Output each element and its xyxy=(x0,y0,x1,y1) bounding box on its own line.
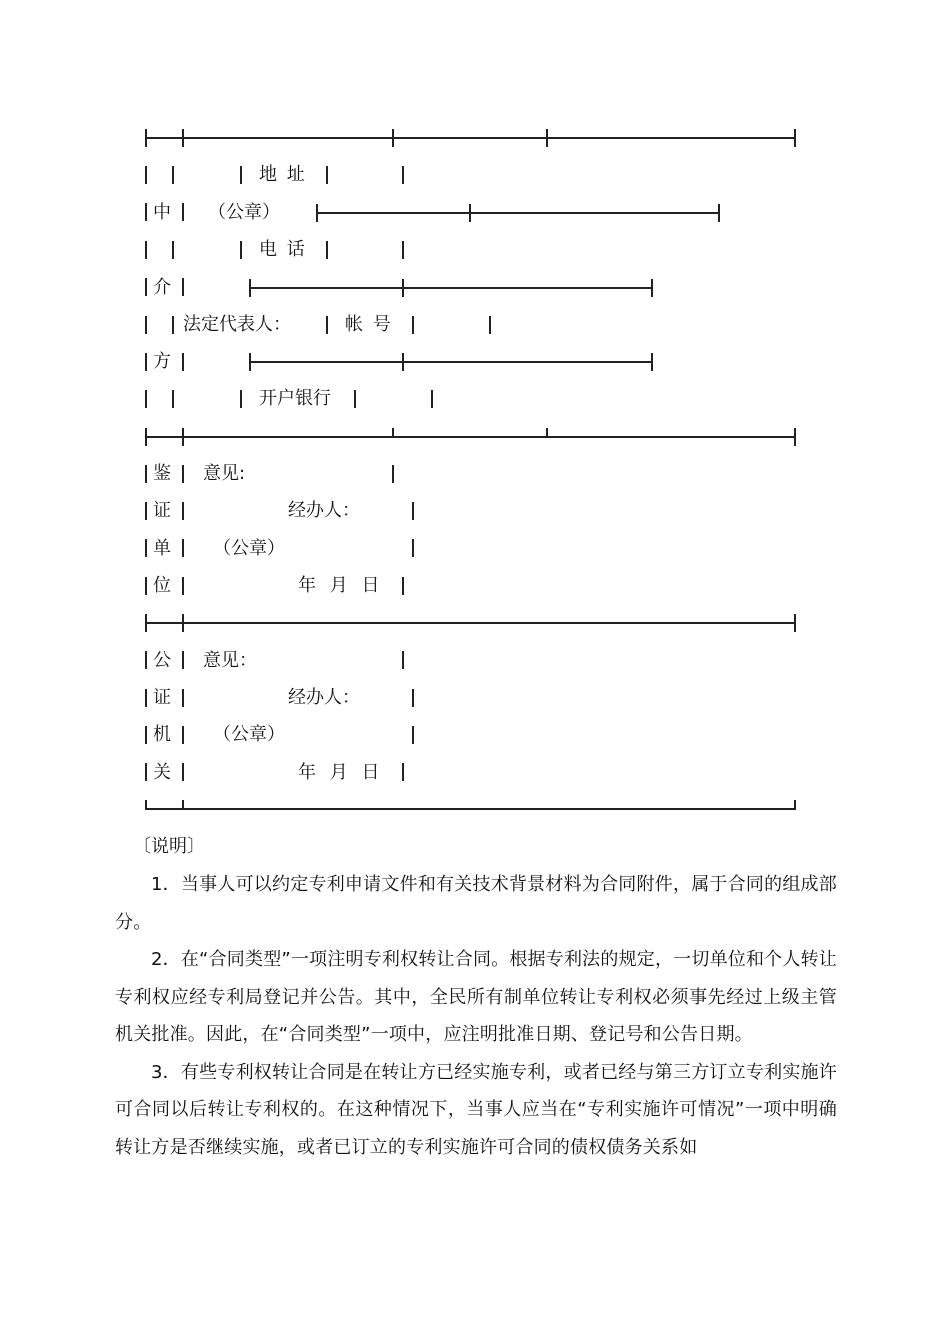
notary-side-char-3: 机 xyxy=(153,724,171,745)
bar xyxy=(392,465,394,483)
bar xyxy=(145,278,147,296)
notary-side-char-4: 关 xyxy=(153,762,171,783)
tick xyxy=(145,614,147,632)
section-divider-verification xyxy=(145,436,795,438)
bar xyxy=(145,502,147,520)
bar xyxy=(182,278,184,296)
phone-label: 电 话 xyxy=(259,239,307,260)
tick xyxy=(392,428,394,438)
notary-side-char-2: 证 xyxy=(153,687,171,708)
bar xyxy=(182,651,184,669)
bar xyxy=(172,166,174,184)
note-item-1: 1．当事人可以约定专利申请文件和有关技术背景材料为合同附件，属于合同的组成部分。 xyxy=(115,874,837,933)
bar xyxy=(240,241,242,259)
bank-label: 开户银行 xyxy=(259,388,331,409)
bar xyxy=(145,316,147,334)
tick xyxy=(794,614,796,632)
tick xyxy=(546,129,548,147)
bar xyxy=(145,390,147,408)
bar xyxy=(402,241,404,259)
bar xyxy=(182,502,184,520)
bar xyxy=(431,390,433,408)
note-item-2: 2．在“合同类型”一项注明专利权转让合同。根据专利法的规定，一切单位和个人转让专利权应经专利局登记并公告。其中，全民所有制单位转让专利权必须事先经过上级主管机关批准。因此，在“合同类型”一项中，应注明批准日期、登记号和公告日期。 xyxy=(115,949,837,1045)
bar xyxy=(145,465,147,483)
table-top-border xyxy=(145,137,795,139)
verification-side-char-1: 鉴 xyxy=(153,463,171,484)
tick xyxy=(182,614,184,632)
bar xyxy=(412,726,414,744)
tick xyxy=(182,800,184,810)
section-divider-notary xyxy=(145,622,795,624)
verification-side-char-4: 位 xyxy=(153,575,171,596)
legal-representative-label: 法定代表人： xyxy=(183,314,291,335)
tick xyxy=(402,353,404,371)
intermediary-side-char-1: 中 xyxy=(153,202,171,223)
intermediary-stamp: （公章） xyxy=(208,202,280,223)
notes-heading: 〔说明〕 xyxy=(133,836,205,857)
bar xyxy=(182,763,184,781)
tick xyxy=(651,279,653,297)
tick xyxy=(794,800,796,810)
bar xyxy=(412,689,414,707)
table-bottom-border xyxy=(145,808,795,810)
bar xyxy=(354,390,356,408)
bar xyxy=(412,539,414,557)
bar xyxy=(172,390,174,408)
bar xyxy=(182,465,184,483)
bar xyxy=(145,203,147,221)
bar xyxy=(402,166,404,184)
bar xyxy=(182,577,184,595)
tick xyxy=(546,428,548,438)
bar xyxy=(402,577,404,595)
bar xyxy=(145,689,147,707)
intermediary-account-divider xyxy=(249,361,652,363)
verification-handler-label: 经办人： xyxy=(288,500,360,521)
bar xyxy=(402,763,404,781)
notary-side-char-1: 公 xyxy=(153,650,171,671)
notary-stamp: （公章） xyxy=(213,724,285,745)
account-label: 帐 号 xyxy=(345,314,393,335)
verification-opinion-label: 意见: xyxy=(203,463,246,484)
tick xyxy=(145,129,147,147)
verification-side-char-2: 证 xyxy=(153,500,171,521)
tick xyxy=(182,428,184,446)
tick xyxy=(651,353,653,371)
address-label: 地 址 xyxy=(259,164,307,185)
notary-opinion-label: 意见： xyxy=(203,650,257,671)
intermediary-side-char-2: 介 xyxy=(153,277,171,298)
bar xyxy=(326,316,328,334)
tick xyxy=(145,428,147,446)
bar xyxy=(172,316,174,334)
notes-list xyxy=(115,866,837,1166)
bar xyxy=(412,316,414,334)
bar xyxy=(182,203,184,221)
bar xyxy=(182,353,184,371)
tick xyxy=(794,129,796,147)
tick xyxy=(402,279,404,297)
tick xyxy=(182,129,184,147)
tick xyxy=(718,204,720,222)
note-item-3: 3．有些专利权转让合同是在转让方已经实施专利，或者已经与第三方订立专利实施许可合同以后转让专利权的。在这种情况下，当事人应当在“专利实施许可情况”一项中明确转让方是否继续实施，或者已订立的专利实施许可合同的债权债务关系如 xyxy=(115,1061,837,1158)
bar xyxy=(412,502,414,520)
bar xyxy=(326,166,328,184)
intermediary-side-char-3: 方 xyxy=(153,351,171,372)
bar xyxy=(145,241,147,259)
tick xyxy=(145,800,147,810)
verification-date: 年 月 日 xyxy=(298,575,384,596)
bar xyxy=(172,241,174,259)
verification-stamp: （公章） xyxy=(213,538,285,559)
bar xyxy=(326,241,328,259)
bar xyxy=(145,651,147,669)
tick xyxy=(469,204,471,222)
tick xyxy=(249,279,251,297)
bar xyxy=(145,763,147,781)
bar xyxy=(489,316,491,334)
bar xyxy=(145,577,147,595)
intermediary-phone-divider xyxy=(249,287,652,289)
bar xyxy=(182,689,184,707)
tick xyxy=(794,428,796,446)
bar xyxy=(182,539,184,557)
notary-handler-label: 经办人： xyxy=(288,687,360,708)
tick xyxy=(316,204,318,222)
bar xyxy=(145,353,147,371)
bar xyxy=(240,390,242,408)
bar xyxy=(182,726,184,744)
bar xyxy=(145,539,147,557)
bar xyxy=(402,651,404,669)
verification-side-char-3: 单 xyxy=(153,538,171,559)
tick xyxy=(249,353,251,371)
intermediary-address-divider xyxy=(316,212,719,214)
notary-date: 年 月 日 xyxy=(298,762,384,783)
bar xyxy=(145,726,147,744)
tick xyxy=(392,129,394,147)
bar xyxy=(240,166,242,184)
bar xyxy=(145,166,147,184)
